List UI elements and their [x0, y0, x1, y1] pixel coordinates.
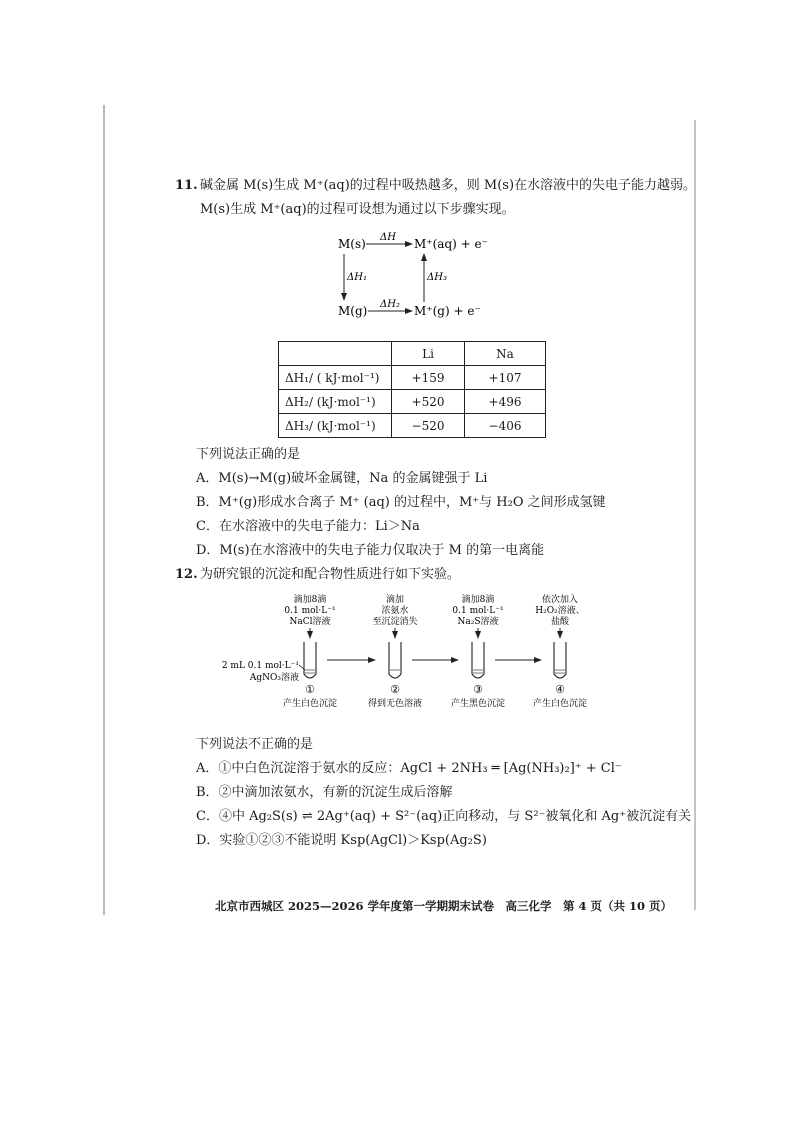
table-cell: +159	[392, 366, 465, 390]
reagent4-line3: 盐酸	[550, 617, 570, 627]
q12-stem-line1: 为研究银的沉淀和配合物性质进行如下实验。	[200, 567, 461, 582]
q11-number: 11.	[175, 178, 198, 193]
reagent2-line1: 滴加	[385, 595, 405, 605]
page-footer: 北京市西城区 2025—2026 学年度第一学期期末试卷 高三化学 第 4 页（共 10 页）	[215, 899, 673, 913]
test-tube-2	[389, 642, 401, 678]
label-dH1: ΔH₁	[347, 272, 367, 283]
label-dH3: ΔH₃	[427, 272, 447, 283]
result-3: 产生黑色沉淀	[450, 699, 506, 709]
reagent4-line2: H₂O₂溶液、	[535, 606, 585, 616]
enthalpy-table	[278, 341, 546, 438]
reagent3-line3: Na₂S溶液	[457, 617, 499, 627]
test-tube-3	[472, 642, 484, 678]
label-dH: ΔH	[380, 232, 396, 243]
test-tube-4	[554, 642, 566, 678]
q11-option-d: D．M(s)在水溶液中的失电子能力仅取决于 M 的第一电离能	[196, 543, 545, 558]
page-edge-left	[103, 105, 105, 915]
q12-option-c: C．④中 Ag₂S(s) ⇌ 2Ag⁺(aq) + S²⁻(aq)正向移动，与 S²⁻被氧化和 Ag⁺被沉淀有关	[196, 809, 692, 824]
cycle-top-left: M(s)	[338, 237, 366, 251]
table-header-cell: Li	[392, 342, 465, 366]
start-solution-line1: 2 mL 0.1 mol·L⁻¹	[221, 661, 299, 671]
page-edge-right	[694, 120, 696, 910]
q11-prompt: 下列说法正确的是	[196, 447, 301, 462]
table-cell: ΔH₂/ (kJ·mol⁻¹)	[279, 390, 392, 414]
q12-number: 12.	[175, 567, 198, 582]
result-2: 得到无色溶液	[367, 699, 423, 709]
q11-option-c: C．在水溶液中的失电子能力：Li＞Na	[196, 519, 420, 534]
result-1: 产生白色沉淀	[282, 699, 338, 709]
table-header-row	[279, 342, 546, 366]
cycle-bottom-left: M(g)	[338, 304, 368, 318]
silver-experiment-diagram	[215, 592, 605, 712]
q11-option-a: A．M(s)→M(g)破坏金属键，Na 的金属键强于 Li	[196, 471, 488, 486]
q12-prompt: 下列说法不正确的是	[196, 737, 314, 752]
q12-option-b: B．②中滴加浓氨水，有新的沉淀生成后溶解	[196, 785, 453, 800]
table-row	[279, 366, 546, 390]
table-header-cell: Na	[465, 342, 546, 366]
tube-number-2: ②	[390, 683, 400, 696]
q12-option-d: D．实验①②③不能说明 Ksp(AgCl)＞Ksp(Ag₂S)	[196, 833, 487, 848]
tube-number-3: ③	[473, 683, 483, 696]
result-4: 产生白色沉淀	[532, 699, 588, 709]
table-cell: ΔH₁/ ( kJ·mol⁻¹)	[279, 366, 392, 390]
q11-stem-line2: M(s)生成 M⁺(aq)的过程可设想为通过以下步骤实现。	[200, 202, 515, 217]
cycle-top-right: M⁺(aq) + e⁻	[414, 237, 488, 251]
reagent3-line1: 滴加8滴	[461, 595, 495, 605]
table-cell: +520	[392, 390, 465, 414]
label-dH2: ΔH₂	[380, 299, 400, 310]
born-haber-cycle-diagram	[330, 230, 530, 325]
table-header-cell	[279, 342, 392, 366]
reagent4-line1: 依次加入	[541, 595, 579, 605]
cycle-bottom-right: M⁺(g) + e⁻	[414, 304, 481, 318]
table-cell: −406	[465, 414, 546, 438]
table-row	[279, 390, 546, 414]
reagent2-line2: 浓氨水	[381, 606, 409, 616]
table-cell: +107	[465, 366, 546, 390]
start-solution-line2: AgNO₃溶液	[249, 673, 299, 683]
table-cell: +496	[465, 390, 546, 414]
test-tube-1	[304, 642, 316, 678]
q12-option-a: A．①中白色沉淀溶于氨水的反应：AgCl + 2NH₃ ═ [Ag(NH₃)₂]⁺ + Cl⁻	[196, 761, 622, 776]
reagent1-line3: NaCl溶液	[289, 617, 331, 627]
tube-number-1: ①	[305, 683, 315, 696]
tube-number-4: ④	[555, 683, 565, 696]
table-cell: ΔH₃/ (kJ·mol⁻¹)	[279, 414, 392, 438]
reagent1-line1: 滴加8滴	[293, 595, 327, 605]
reagent2-line3: 至沉淀消失	[372, 617, 418, 627]
table-cell: −520	[392, 414, 465, 438]
reagent3-line2: 0.1 mol·L⁻¹	[452, 606, 504, 616]
q11-stem-line1: 碱金属 M(s)生成 M⁺(aq)的过程中吸热越多，则 M(s)在水溶液中的失电子能力越弱。	[200, 178, 697, 193]
table-row	[279, 414, 546, 438]
q11-option-b: B．M⁺(g)形成水合离子 M⁺ (aq) 的过程中，M⁺与 H₂O 之间形成氢键	[196, 495, 606, 510]
reagent1-line2: 0.1 mol·L⁻¹	[284, 606, 336, 616]
